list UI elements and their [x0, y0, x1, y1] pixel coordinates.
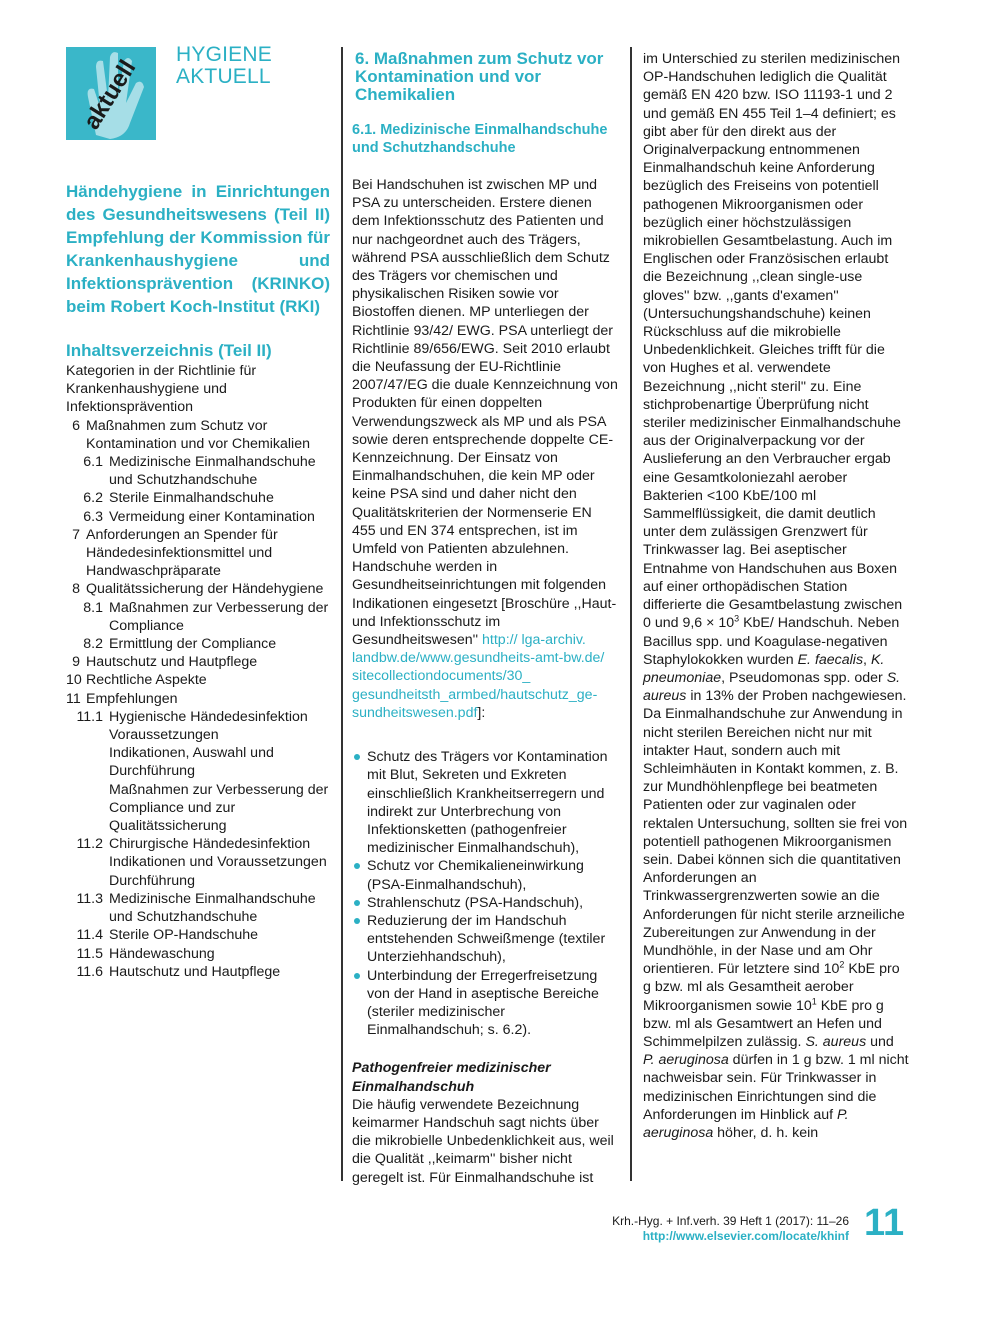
toc-item-text — [103, 835, 330, 890]
intro-end: ]: — [477, 704, 486, 721]
toc-item — [66, 963, 330, 981]
toc-item-text — [80, 526, 330, 581]
toc-item-number: 11.2 — [76, 836, 103, 853]
superscript: 2 — [839, 959, 845, 970]
footer-citation: Krh.-Hyg. + Inf.verh. 39 Heft 1 (2017): 11–26 — [612, 1214, 849, 1228]
paragraph-pathogenfree: Die häufig verwendete Bezeichnung keimarmer Handschuh sagt nichts über die mikrobielle Unbedenklichkeit aus, weil die Qualität ,,keimarm'' bisher nicht geregelt ist. Für Einmalhandschuhe ist — [352, 1096, 614, 1186]
intro-text: Bei Handschuhen ist zwischen MP und PSA zu unterscheiden. Erstere dienen dem Infektionsschutz des Patienten und nur nachgeordnet auch des Trägers, während PSA ausschließlich dem Schutz des Trägers vor chemischen und physikalischen Risiken sowie vor Biostoffen dienen. MP unterliegen der Richtlinie 93/42/ EWG. PSA unterliegt der Richtlinie 89/656/EWG. Seit 2010 erlaubt die Neufassung der EU-Richtlinie 2007/47/EG die duale Kennzeichnung von Produkten für einen doppelten Verwendungszweck als MP und als PSA sowie deren entsprechende doppelte CE-Kennzeichnung. Der Einsatz von Einmalhandschuhen, die kein MP oder keine PSA sind und daher nicht den Qualitätskriterien der Normenserie EN 455 und EN 374 entsprechen, ist im Umfeld von Patienten abzulehnen. Handschuhe werden in Gesundheitseinrichtungen mit folgenden Indikationen eingesetzt [Broschüre ,,Haut- und Infektionsschutz im Gesundheitswesen'' — [352, 177, 618, 649]
toc-item — [66, 580, 330, 598]
toc-item-label: Maßnahmen zur Verbesserung der Compliance — [109, 599, 329, 634]
text-run: im Unterschied zu sterilen medizinischen OP-Handschuhen lediglich die Qualität gemäß EN 420 bzw. ISO 11193-1 und 2 und gemäß EN 455 Teil 1–4 definiert; es gibt aber für den direkt aus der Originalverpackung entnommenen Einmalhandschuh keine Anforderung bezüglich des Freiseins von potentiell pathogenen Mikroorganismen oder bezüglich einer höchstzulässigen mikrobiellen Gesamtbelastung. Auch im Englischen oder Französischen erlaubt die Bezeichnung ,,clean single-use gloves'' bzw. ,,gants d'examen'' (Untersuchungshandschuhe) keinen Rückschluss auf die mikrobielle Unbedenklichkeit. Gleiches trifft für die von Hughes et al. verwendete Bezeichnung ,,nicht steril'' zu. Eine stichprobenartige Überprüfung nicht steriler medizinischer Einmalhandschuhe aus der Originalverpackung vor der Auslieferung an den Verbraucher ergab eine Gesamtkoloniezahl aerober Bakterien <100 KbE/100 ml Sammelflüssigkeit, die damit deutlich unter dem zulässigen Grenzwert für Trinkwasser lag. Bei aseptischer Entnahme von Handschuhen aus Boxen auf einer orthopädischen Station differierte die Gesamtbelastung zwischen 0 und 9,6 × 10 — [643, 51, 903, 632]
subsection-heading: 6.1. Medizinische Einmalhandschuhe und Schutzhandschuhe — [352, 122, 608, 156]
toc-item-label: Händewaschung — [109, 945, 215, 962]
toc-item-label: Medizinische Einmalhandschuhe und Schutzhandschuhe — [109, 890, 316, 926]
toc-item — [66, 690, 330, 708]
toc-item — [66, 671, 330, 689]
toc-item-text — [103, 599, 330, 635]
toc-item — [66, 890, 330, 926]
toc-item-number: 11 — [66, 690, 81, 707]
toc-item-label: Sterile Einmalhandschuhe — [109, 490, 274, 507]
toc-item-text — [103, 708, 330, 835]
text-run: KbE/ Handschuh. Neben Bacillus spp. und Koagulase-negativen Staphylokokken wurden — [643, 615, 900, 668]
species-name: S. aureus — [805, 1033, 867, 1050]
toc-item-text — [80, 671, 330, 689]
toc-item-number: 11.4 — [76, 927, 103, 944]
article-title: Händehygiene in Einrichtungen des Gesundheitswesens (Teil II) Empfehlung der Kommission für Krankenhaushygiene und Infektionsprävention (KRINKO) beim Robert Koch-Institut (RKI) — [66, 182, 330, 316]
toc-item-number: 11.5 — [76, 945, 103, 962]
indication-list — [352, 748, 618, 1039]
toc-item-text — [103, 890, 330, 926]
toc-item-label: Empfehlungen — [86, 690, 178, 707]
species-name: P. aeruginosa — [643, 1106, 849, 1141]
toc-item-text — [103, 453, 330, 489]
toc-item — [66, 508, 330, 526]
toc-item — [66, 453, 330, 489]
column-2 — [352, 50, 618, 1187]
list-item: Unterbindung der Erregerfreisetzung von der Hand in aseptische Bereiche (steriler medizinischer Einmalhandschuh; s. 6.2). — [352, 967, 618, 1040]
page-number: 11 — [864, 1202, 905, 1244]
intro-paragraph — [352, 176, 618, 722]
list-item: Schutz des Trägers vor Kontamination mit Blut, Sekreten und Exkreten einschließlich Krankheitserregern und indirekt zur Unterbrechung von Infektionsketten (pathogenfreier medizinischer Einmalhandschuh), — [352, 748, 618, 857]
toc-item-label: Vermeidung einer Kontamination — [109, 508, 315, 525]
toc-item-label: Hautschutz und Hautpflege — [109, 963, 281, 980]
toc-item-number: 8.2 — [83, 636, 103, 653]
text-run: KbE pro g bzw. ml als Gesamtwert an Hefen und Schimmelpilzen zulässig. — [643, 997, 884, 1050]
list-item: Strahlenschutz (PSA-Handschuh), — [352, 894, 618, 912]
toc-item-text — [103, 635, 330, 653]
species-name: P. aeruginosa — [643, 1052, 729, 1069]
toc-item-number: 8.1 — [83, 599, 103, 616]
toc-item-number: 8 — [72, 581, 80, 598]
toc-subitem-label: Voraussetzungen — [109, 727, 219, 744]
text-run: dürfen in 1 g bzw. 1 ml nicht nachweisbar sein. Für Trinkwasser in medizinischen Einrichtungen sind die Anforderungen im Hinblick auf — [643, 1052, 909, 1123]
text-run: , Pseudomonas spp. oder — [721, 669, 887, 686]
toc-item-number: 6.3 — [83, 508, 103, 525]
species-name: K. pneumoniae — [643, 651, 885, 686]
toc-item — [66, 417, 330, 453]
toc-item-number: 11.1 — [76, 708, 103, 725]
toc-item — [66, 653, 330, 671]
toc-item-label: Ermittlung der Compliance — [109, 636, 277, 653]
toc-heading: Inhaltsverzeichnis (Teil II) — [66, 341, 272, 360]
toc-item-label: Sterile OP-Handschuhe — [109, 927, 259, 944]
list-item: Schutz vor Chemikalieneinwirkung (PSA-Einmalhandschuh), — [352, 857, 618, 893]
section-heading: 6. Maßnahmen zum Schutz vor Kontamination und vor Chemikalien — [355, 49, 604, 104]
toc-subitem-label: Maßnahmen zur Verbesserung der Compliance und zur Qualitätssicherung — [109, 781, 329, 835]
hand-icon — [66, 47, 156, 140]
toc-item-label: Rechtliche Aspekte — [86, 672, 207, 689]
text-run: höher, d. h. kein — [713, 1124, 819, 1141]
logo-text: aktuell — [78, 55, 142, 135]
toc-item — [66, 945, 330, 963]
toc-item-text — [103, 945, 330, 963]
toc-item-label: Medizinische Einmalhandschuhe und Schutzhandschuhe — [109, 454, 316, 489]
column-1 — [66, 180, 330, 981]
toc-item-label: Qualitätssicherung der Händehygiene — [86, 581, 324, 598]
toc-item-text — [103, 489, 330, 507]
toc-item-number: 6.1 — [83, 454, 103, 471]
toc-item — [66, 835, 330, 890]
toc-item-number: 10 — [66, 672, 82, 689]
toc-item-number: 11.3 — [76, 890, 103, 907]
species-name: S. aureus — [643, 669, 901, 705]
toc-list — [66, 417, 330, 981]
toc-subitem-label: Indikationen, Auswahl und Durchführung — [109, 745, 274, 780]
footer-url-link[interactable]: http://www.elsevier.com/locate/khinf — [642, 1229, 849, 1243]
superscript: 1 — [811, 995, 817, 1006]
toc-item-number: 6 — [72, 417, 80, 434]
brand-title — [176, 44, 272, 88]
text-run: und — [866, 1033, 894, 1050]
toc-item — [66, 599, 330, 635]
toc-item — [66, 926, 330, 944]
column-rule-left — [341, 47, 343, 1181]
toc-item-label: Maßnahmen zum Schutz vor Kontamination und vor Chemikalien — [86, 417, 310, 452]
journal-logo — [66, 47, 156, 140]
toc-subitem-label: Indikationen und Voraussetzungen — [109, 854, 327, 871]
toc-item-label: Chirurgische Händedesinfektion — [109, 836, 311, 853]
continued-paragraph — [643, 50, 909, 1142]
subheading-pathogenfree: Pathogenfreier medizinischer Einmalhandschuh — [352, 1060, 551, 1095]
toc-item — [66, 489, 330, 507]
superscript: 3 — [734, 613, 740, 624]
toc-item-text — [80, 690, 330, 708]
toc-item — [66, 708, 330, 835]
column-rule-right — [630, 47, 632, 1181]
toc-intro: Kategorien in der Richtlinie für Krankenhaushygiene und Infektionsprävention — [66, 363, 257, 416]
brand-line1: HYGIENE — [176, 43, 272, 66]
toc-item-number: 6.2 — [83, 490, 103, 507]
toc-item-text — [80, 653, 330, 671]
brand-line2: AKTUELL — [176, 65, 271, 88]
toc-item — [66, 526, 330, 581]
text-run: , — [863, 651, 871, 668]
species-name: E. faecalis — [797, 651, 864, 668]
toc-item-number: 11.6 — [76, 963, 103, 980]
toc-item — [66, 635, 330, 653]
text-run: in 13% der Proben nachgewiesen. Da Einmalhandschuhe zur Anwendung in nicht sterilen Bereichen nicht nur mit intakter Haut, sondern auch mit Schleimhäuten in Kontakt kommen, z. B. zur Mundhöhlenpflege bei beatmeten Patienten oder zur vaginalen oder rektalen Untersuchung, sollten sie frei von potentiell pathogenen Mikroorganismen sein. Dabei können sich die quantitativen Anforderungen an Trinkwassergrenzwerten sowie an die Anforderungen für nicht sterile arzneiliche Zubereitungen zur Anwendung in der Mundhöhle, in der Nase und am Ohr orientieren. Für letztere sind 10 — [643, 688, 908, 978]
brochure-link[interactable]: http:// lga-archiv. landbw.de/www.gesundheits-amt-bw.de/ sitecollectiondocuments/30_ gesundheitsth_armbed/hautschutz_ge- sundheitswesen.pdf — [352, 632, 605, 721]
toc-item-label: Hygienische Händedesinfektion — [109, 708, 308, 725]
toc-subitem-label: Durchführung — [109, 872, 195, 889]
toc-item-text — [103, 963, 330, 981]
column-3 — [643, 50, 909, 1142]
toc-item-number: 7 — [72, 526, 80, 543]
toc-item-text — [80, 417, 330, 453]
toc-item-label: Anforderungen an Spender für Händedesinfektionsmittel und Handwaschpräparate — [86, 526, 278, 580]
text-run: KbE pro g bzw. ml als Gesamtheit aerober Mikroorganismen sowie 10 — [643, 961, 900, 1014]
toc-item-text — [103, 508, 330, 526]
toc-item-text — [80, 580, 330, 598]
list-item: Reduzierung der im Handschuh entstehenden Schweißmenge (textiler Unterziehhandschuh), — [352, 912, 618, 967]
toc-item-number: 9 — [72, 654, 80, 671]
toc-item-text — [103, 926, 330, 944]
toc-item-label: Hautschutz und Hautpflege — [86, 654, 258, 671]
